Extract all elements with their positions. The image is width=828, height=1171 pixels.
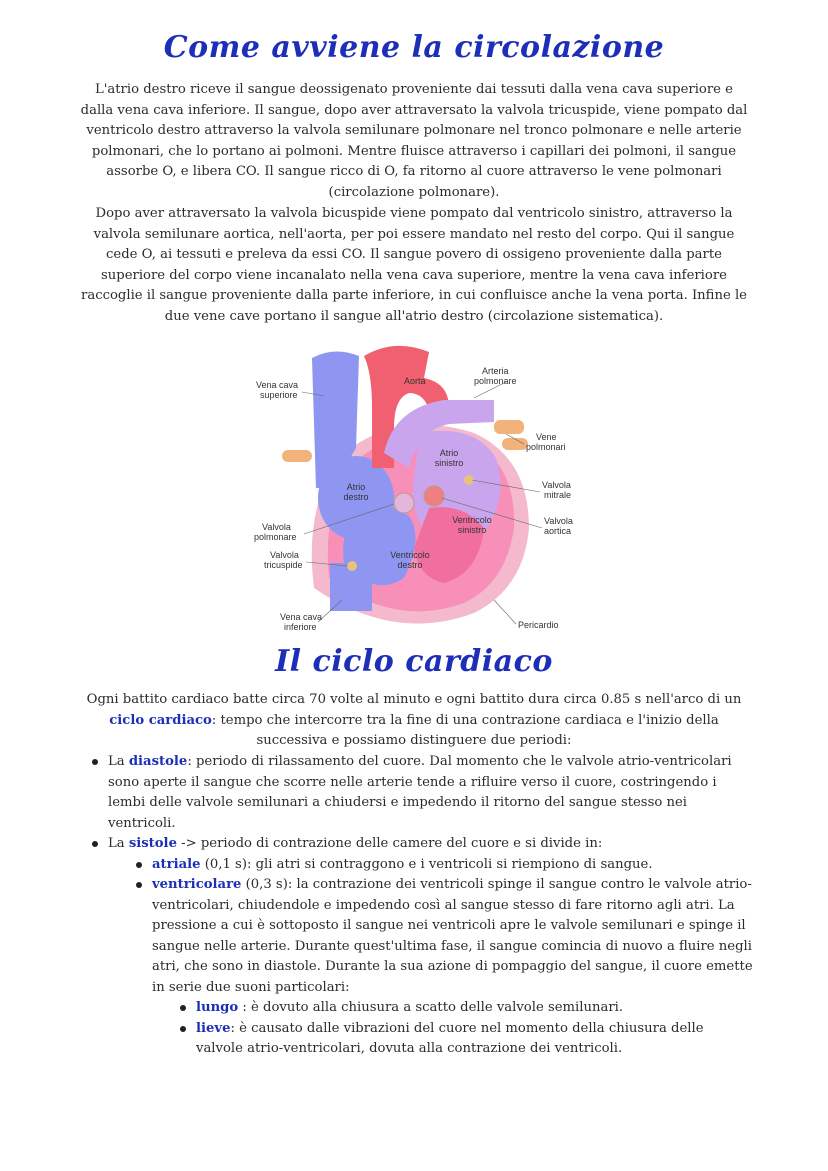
label-valvola-mitrale-1: Valvola (542, 480, 571, 490)
diastole-text: : periodo di rilassamento del cuore. Dal momento che le valvole atrio-ventricolari sono aperte il sangue che scorre nelle arterie tende a rifluire verso il cuore, costringendo i lembi delle valvole semilunari a chiudersi e impedendo il ritorno del sangue stesso nei ventricoli. (108, 754, 732, 831)
lungo-text: : è dovuto alla chiusura a scatto delle valvole semilunari. (238, 1000, 624, 1015)
keyword-lieve: lieve (196, 1020, 231, 1036)
list-item-ventricolare (132, 875, 754, 1060)
label-valvola-polmonare-2: polmonare (254, 532, 297, 542)
label-atrio-sinistro-2: sinistro (434, 458, 464, 468)
label-valvola-tricuspide-2: tricuspide (264, 560, 303, 570)
label-valvola-polmonare-1: Valvola (262, 522, 291, 532)
keyword-lungo: lungo (196, 1000, 239, 1015)
atriale-text: (0,1 s): gli atri si contraggono e i ventricoli si riempiono di sangue. (200, 856, 653, 872)
heart-illustration (244, 338, 584, 638)
ventricolare-text: (0,3 s): la contrazione dei ventricoli spinge il sangue contro le valvole atrio-ventricolari, chiudendole e impedendo così al sangue stesso di fare ritorno agli atri. La pressione a cui è sottoposto il sangue nei ventricoli apre le valvole semilunari e spinge il sangue nelle arterie. Durante quest'ultima fase, il sangue comincia di nuovo a fluire negli atri, che sono in diastole. Durante la sua azione di pompaggio del sangue, il cuore emette in serie due suoni particolari: (152, 877, 753, 995)
label-pericardio: Pericardio (518, 620, 559, 630)
keyword-sistole: sistole (128, 836, 177, 851)
lieve-text: : è causato dalle vibrazioni del cuore nel momento della chiusura delle valvole atrio-ventricolari, dovuta alla contrazione dei ventricoli. (196, 1020, 704, 1056)
label-ventricolo-sinistro-1: Ventricolo (452, 515, 492, 525)
paragraph-circolazione-polmonare: L'atrio destro riceve il sangue deossigenato proveniente dai tessuti dalla vena cava superiore e dalla vena cava inferiore. Il sangue, dopo aver attraversato la valvola tricuspide, viene pompato dal ventricolo destro attraverso la valvola semilunare polmonare nel tronco polmonare e nelle arterie polmonari, che lo portano ai polmoni. Mentre fluisce attraverso i capillari dei polmoni, il sangue assorbe O, e libera CO. Il sangue ricco di O, fa ritorno al cuore attraverso le vene polmonari (circolazione polmonare). (80, 82, 748, 200)
keyword-ventricolare: ventricolare (152, 877, 242, 892)
keyword-atriale: atriale (152, 856, 201, 872)
label-atrio-destro-2: destro (343, 492, 369, 502)
keyword-ciclo-cardiaco: ciclo cardiaco (109, 712, 212, 728)
section-title-ciclo-cardiaco: Il ciclo cardiaco (275, 644, 553, 679)
list-item-atriale (132, 855, 754, 876)
label-vena-cava-superiore-2: superiore (260, 390, 298, 400)
list-item-lungo (176, 998, 754, 1019)
label-valvola-aortica-1: Valvola (544, 516, 573, 526)
valve-aortic-shape (424, 486, 444, 506)
label-atrio-sinistro-1: Atrio (439, 448, 459, 458)
valve-pulmonary-shape (394, 493, 414, 513)
diastole-prefix: La (108, 754, 129, 769)
label-vena-cava-inferiore-1: Vena cava (280, 612, 323, 622)
pulmonary-vein-lower (502, 438, 528, 450)
intro-text-end: : tempo che intercorre tra la fine di una contrazione cardiaca e l'inizio della successiva e possiamo distinguere due periodi: (211, 712, 719, 748)
pulmonary-vein-left (282, 450, 312, 462)
label-arteria-polmonare-2: polmonare (474, 376, 517, 386)
label-vena-cava-superiore-1: Vena cava (256, 380, 299, 390)
sistole-prefix: La (108, 836, 129, 851)
label-atrio-destro-1: Atrio (346, 482, 366, 492)
label-aorta: Aorta (404, 376, 426, 386)
cardiac-phases-list (88, 752, 754, 1060)
paragraph-circolazione-sistematica: Dopo aver attraversato la valvola bicuspide viene pompato dal ventricolo sinistro, attraverso la valvola semilunare aortica, nell'aorta, per poi essere mandato nel resto del corpo. Qui il sangue cede O, ai tessuti e preleva da essi CO. Il sangue povero di ossigeno proveniente dalla parte superiore del corpo viene incanalato nella vena cava superiore, mentre la vena cava inferiore raccoglie il sangue proveniente dalla parte inferiore, in cui confluisce anche la vena porta. Infine le due vene cave portano il sangue all'atrio destro (circolazione sistematica). (81, 206, 747, 324)
heart-sounds-list (176, 998, 754, 1060)
intro-text-start: Ogni battito cardiaco batte circa 70 volte al minuto e ogni battito dura circa 0.85 s nell'arco di un (86, 692, 742, 707)
label-vene-polmonari-1: Vene (536, 432, 557, 442)
label-vene-polmonari-2: polmonari (526, 442, 566, 452)
list-item-sistole (88, 834, 754, 1060)
paragraph-ciclo-intro (78, 690, 750, 752)
label-vena-cava-inferiore-2: inferiore (284, 622, 317, 632)
label-arteria-polmonare-1: Arteria (482, 366, 509, 376)
label-ventricolo-destro-1: Ventricolo (390, 550, 430, 560)
list-item-diastole (88, 752, 754, 834)
keyword-diastole: diastole (128, 754, 188, 769)
pulmonary-vein-upper (494, 420, 524, 434)
label-ventricolo-sinistro-2: sinistro (457, 525, 487, 535)
label-ventricolo-destro-2: destro (397, 560, 423, 570)
list-item-lieve (176, 1019, 754, 1060)
label-valvola-aortica-2: aortica (544, 526, 572, 536)
label-valvola-mitrale-2: mitrale (544, 490, 572, 500)
heart-diagram (244, 338, 584, 638)
valve-tricuspid-shape (347, 561, 357, 571)
section-title-circolazione: Come avviene la circolazione (163, 30, 665, 65)
sistole-text: -> periodo di contrazione delle camere del cuore e si divide in: (176, 836, 603, 851)
sistole-subphases-list (132, 855, 754, 1060)
label-valvola-tricuspide-1: Valvola (270, 550, 299, 560)
